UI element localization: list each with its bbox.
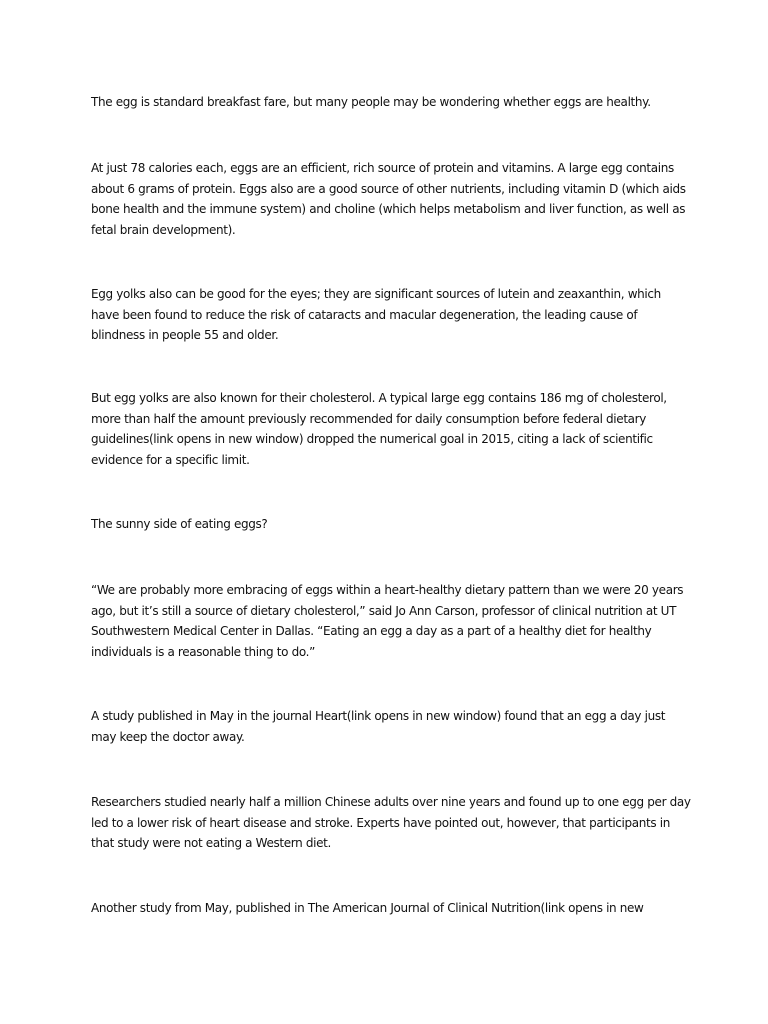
paragraph-chinese-study: Researchers studied nearly half a million Chinese adults over nine years and found up to one egg per day led to a lower risk of heart disease and stroke. Experts have pointed out, however, that participants in that study were not eating a Western diet. xyxy=(91,795,691,850)
paragraph-cholesterol: But egg yolks are also known for their cholesterol. A typical large egg contains 186 mg of cholesterol, more than half the amount previously recommended for daily consumption before federal dietary guidelines(link opens in new window) dropped the numerical goal in 2015, citing a lack of scientific evidence for a specific limit. xyxy=(91,391,667,467)
paragraph-heart-study: A study published in May in the journal Heart(link opens in new window) found that an egg a day just may keep the doctor away. xyxy=(91,709,666,744)
paragraph-intro: The egg is standard breakfast fare, but many people may be wondering whether eggs are healthy. xyxy=(91,95,651,109)
paragraph-ajcn-study: Another study from May, published in The American Journal of Clinical Nutrition(link opens in new xyxy=(91,901,644,915)
section-heading-sunny-side: The sunny side of eating eggs? xyxy=(91,517,268,531)
paragraph-nutrition: At just 78 calories each, eggs are an efficient, rich source of protein and vitamins. A large egg contains about 6 grams of protein. Eggs also are a good source of other nutrients, including vitamin D (which aids bone health and the immune system) and choline (which helps metabolism and liver function, as well as fetal brain development). xyxy=(91,161,686,237)
paragraph-eye-health: Egg yolks also can be good for the eyes; they are significant sources of lutein and zeaxanthin, which have been found to reduce the risk of cataracts and macular degeneration, the leading cause of blindness in people 55 and older. xyxy=(91,287,661,342)
paragraph-carson-quote: “We are probably more embracing of eggs within a heart-healthy dietary pattern than we were 20 years ago, but it’s still a source of dietary cholesterol,” said Jo Ann Carson, professor of clinical nutrition at UT Southwestern Medical Center in Dallas. “Eating an egg a day as a part of a healthy diet for healthy individuals is a reasonable thing to do.” xyxy=(91,583,684,659)
